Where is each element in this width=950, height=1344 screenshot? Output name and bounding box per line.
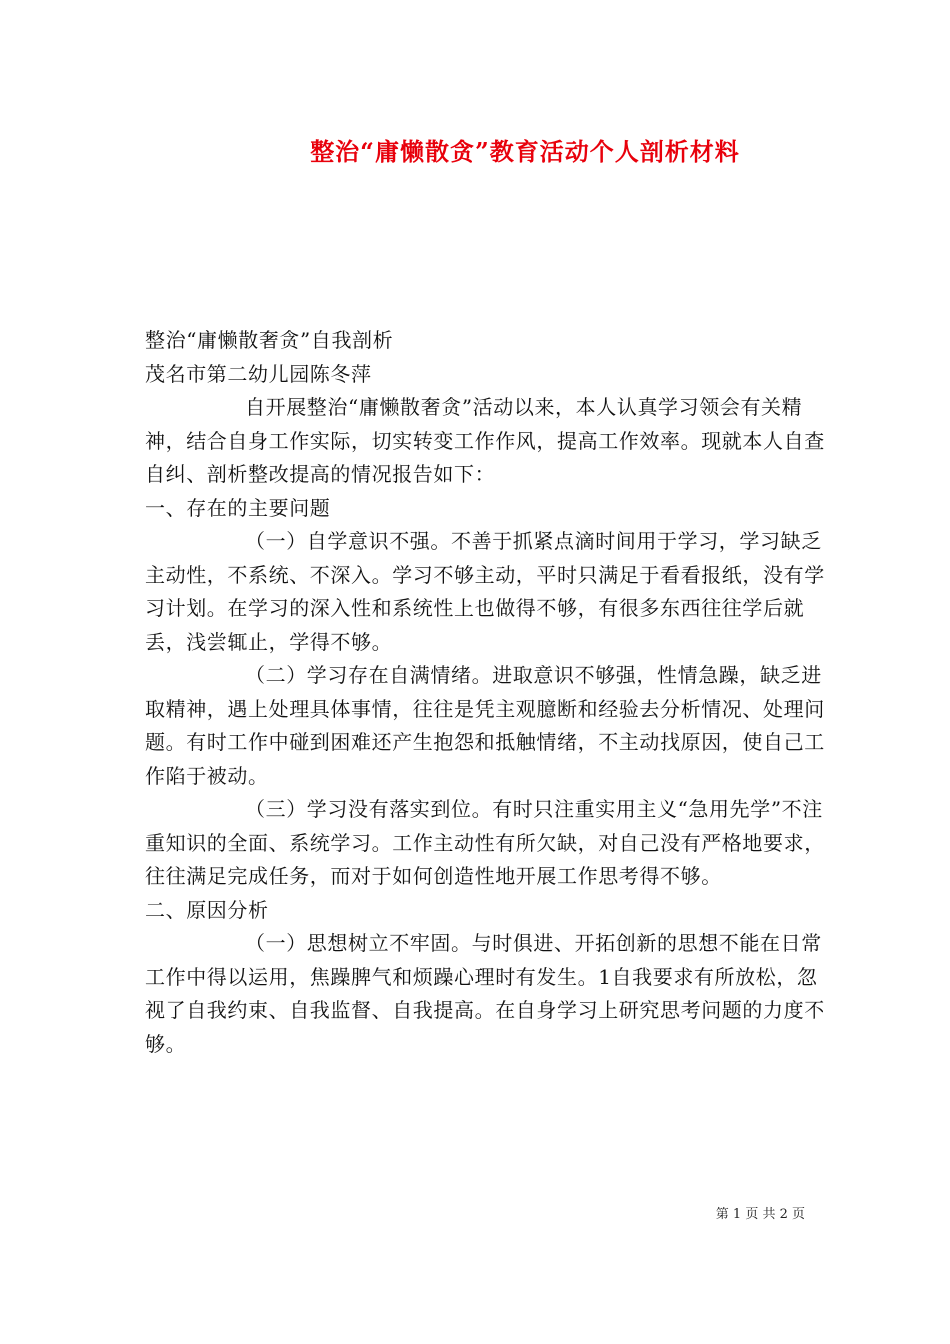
section-1-item-3: （三）学习没有落实到位。有时只注重实用主义“急用先学”不注重知识的全面、系统学习。工作主动性有所欠缺，对自己没有严格地要求，往往满足完成任务，而对于如何创造性地开展工作思考得不够。 — [145, 797, 825, 888]
document-body — [145, 324, 825, 1061]
document-title: 整治“庸懒散贪”教育活动个人剖析材料 — [310, 137, 740, 166]
subtitle: 整治“庸懒散奢贪”自我剖析 — [145, 328, 394, 352]
author-line: 茂名市第二幼儿园陈冬萍 — [145, 361, 372, 386]
section-2-heading: 二、原因分析 — [145, 897, 269, 922]
page-number-footer: 第 1 页 共 2 页 — [715, 1207, 805, 1222]
section-2-item-1: （一）思想树立不牢固。与时俱进、开拓创新的思想不能在日常工作中得以运用，焦躁脾气和烦躁心理时有发生。1自我要求有所放松，忽视了自我约束、自我监督、自我提高。在自身学习上研究思考问题的力度不够。 — [145, 931, 825, 1056]
section-1-heading: 一、存在的主要问题 — [145, 495, 331, 520]
intro-paragraph: 自开展整治“庸懒散奢贪”活动以来，本人认真学习领会有关精神，结合自身工作实际，切实转变工作作风，提高工作效率。现就本人自查自纠、剖析整改提高的情况报告如下： — [145, 395, 825, 486]
section-1-item-1: （一）自学意识不强。不善于抓紧点滴时间用于学习，学习缺乏主动性，不系统、不深入。学习不够主动，平时只满足于看看报纸，没有学习计划。在学习的深入性和系统性上也做得不够，有很多东西往往学后就丢，浅尝辄止，学得不够。 — [145, 529, 825, 654]
section-1-item-2: （二）学习存在自满情绪。进取意识不够强，性情急躁，缺乏进取精神，遇上处理具体事情，往往是凭主观臆断和经验去分析情况、处理问题。有时工作中碰到困难还产生抱怨和抵触情绪，不主动找原因，使自己工作陷于被动。 — [145, 663, 825, 788]
